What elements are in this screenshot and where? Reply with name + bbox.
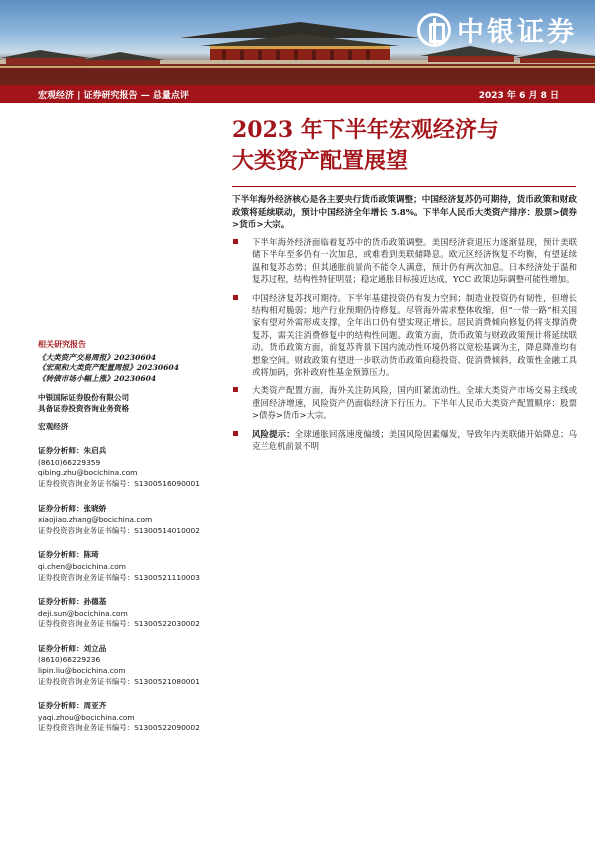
- analyst-card: [38, 504, 223, 537]
- related-report-link[interactable]: 《转债市场小幅上涨》20230604: [38, 373, 157, 383]
- org-line-1: 中银国际证券股份有限公司: [38, 393, 130, 403]
- analyst-card: [38, 644, 223, 687]
- related-report-link[interactable]: 《大类资产交易周报》20230604: [38, 352, 157, 362]
- analyst-email[interactable]: xiaojiao.zhang@bocichina.com: [38, 515, 153, 525]
- header-banner: [0, 0, 595, 85]
- title-divider: [232, 186, 576, 187]
- analyst-name: 证券分析师：张晓娇: [38, 503, 107, 513]
- key-point-text: 下半年海外经济面临着复苏中的货币政策调整。美国经济衰退压力逐渐显现，预计美联储下半年至多仍有一次加息，或难看到美联储降息。欧元区经济恢复不均衡，有望延续温和复苏态势；但其通胀前景尚不能令人满意，预计仍有两次加息。日本经济处于温和复苏过程，结构性特征明显；稳定通胀目标接近达成，YCC 政策边际调整可能性增加。: [252, 237, 577, 285]
- analyst-cert: 证券投资咨询业务证书编号：S1300522090002: [38, 723, 200, 733]
- risk-point: [232, 428, 577, 453]
- report-category: 宏观经济 | 证券研究报告 — 总量点评: [38, 91, 189, 101]
- key-points-list: [232, 236, 577, 459]
- analyst-email[interactable]: deji.sun@bocichina.com: [38, 608, 128, 618]
- analyst-email[interactable]: lipin.liu@bocichina.com: [38, 666, 126, 676]
- bullet-square-icon: [233, 295, 238, 300]
- analyst-name: 证券分析师：周亚齐: [38, 701, 107, 711]
- key-point-text: 中国经济复苏找可期待。下半年基建投资仍有发力空间；制造业投资仍有韧性，但增长结构相对脆弱；地产行业预期仍待修复。尽管海外需求整体收缩，但“一带一路”相关国家有望对外需形成支撑，全年出口仍有望实现正增长。居民消费倾向修复仍将支撑消费复苏，需关注消费修复中的结构性问题。政策方面，货币政策与财政政策预计将延续联动。货币政策方面，前复苏背景下国内流动性环境仍将以宽松基调为主，降息降准均有想象空间。财政政策有望进一步联动货币政策向稳投资、促消费倾斜，政策性金融工具或将加码，弥补政府性基金预算压力。: [252, 292, 577, 378]
- analyst-phone: (8610)66229359: [38, 457, 101, 467]
- brand-name: 中银证券: [457, 17, 577, 48]
- sidebar: [38, 340, 223, 734]
- analyst-card: [38, 550, 223, 583]
- analyst-phone: (8610)66229236: [38, 655, 101, 665]
- analyst-name: 证券分析师：陈琦: [38, 550, 99, 560]
- analyst-cert: 证券投资咨询业务证书编号：S1300521080001: [38, 676, 200, 686]
- report-date: 2023 年 6 月 8 日: [478, 91, 559, 101]
- risk-text: 全球通胀回落速度偏缓；美国风险因素爆发，导致年内美联储开始降息；乌克兰危机前景不明: [252, 428, 578, 452]
- bullet-square-icon: [233, 431, 238, 436]
- bullet-square-icon: [233, 387, 238, 392]
- org-name: [38, 393, 223, 414]
- analyst-email[interactable]: qibing.zhu@bocichina.com: [38, 468, 138, 478]
- sector-label: 宏观经济: [38, 421, 69, 431]
- key-point-text: 大类资产配置方面，海外关注防风险，国内盯紧流动性。全球大类资产市场交易主线或重回经济增速，风险资产仍面临经济下行压力。下半年人民币大类资产配置顺序：股票>债券>货币>大宗。: [252, 385, 577, 421]
- key-point: [232, 292, 577, 379]
- analyst-email[interactable]: qi.chen@bocichina.com: [38, 561, 126, 571]
- analyst-cert: 证券投资咨询业务证书编号：S1300514010002: [38, 525, 200, 535]
- analyst-card: [38, 446, 223, 489]
- title-line-2: 大类资产配置展望: [232, 148, 409, 174]
- report-title: [232, 115, 572, 177]
- analyst-card: [38, 597, 223, 630]
- report-tag-bar: [0, 85, 595, 103]
- key-point: [232, 384, 577, 421]
- analyst-name: 证券分析师：朱启兵: [38, 446, 107, 456]
- bullet-square-icon: [233, 239, 238, 244]
- boc-logo-icon: [417, 13, 451, 47]
- related-reports-heading: 相关研究报告: [38, 340, 86, 349]
- analyst-cert: 证券投资咨询业务证书编号：S1300522030002: [38, 619, 200, 629]
- analyst-name: 证券分析师：刘立品: [38, 643, 107, 653]
- analyst-cert: 证券投资咨询业务证书编号：S1300516090001: [38, 478, 200, 488]
- risk-label: 风险提示：: [252, 428, 295, 439]
- title-line-1: 2023 年下半年宏观经济与: [232, 117, 499, 143]
- related-report-link[interactable]: 《宏观和大类资产配置周报》20230604: [38, 363, 179, 373]
- analyst-cert: 证券投资咨询业务证书编号：S1300521110003: [38, 572, 200, 582]
- summary-lead: 下半年海外经济核心是各主要央行货币政策调整；中国经济复苏仍可期待，货币政策和财政政策将延续联动，预计中国经济全年增长 5.8%。下半年人民币大类资产排序：股票>债券>货币>大宗。: [232, 195, 577, 231]
- analyst-name: 证券分析师：孙德基: [38, 597, 107, 607]
- key-point: [232, 236, 577, 286]
- org-line-2: 具备证券投资咨询业务资格: [38, 403, 130, 413]
- analyst-card: [38, 701, 223, 734]
- brand-logo: [417, 10, 577, 49]
- analyst-email[interactable]: yaqi.zhou@bocichina.com: [38, 712, 135, 722]
